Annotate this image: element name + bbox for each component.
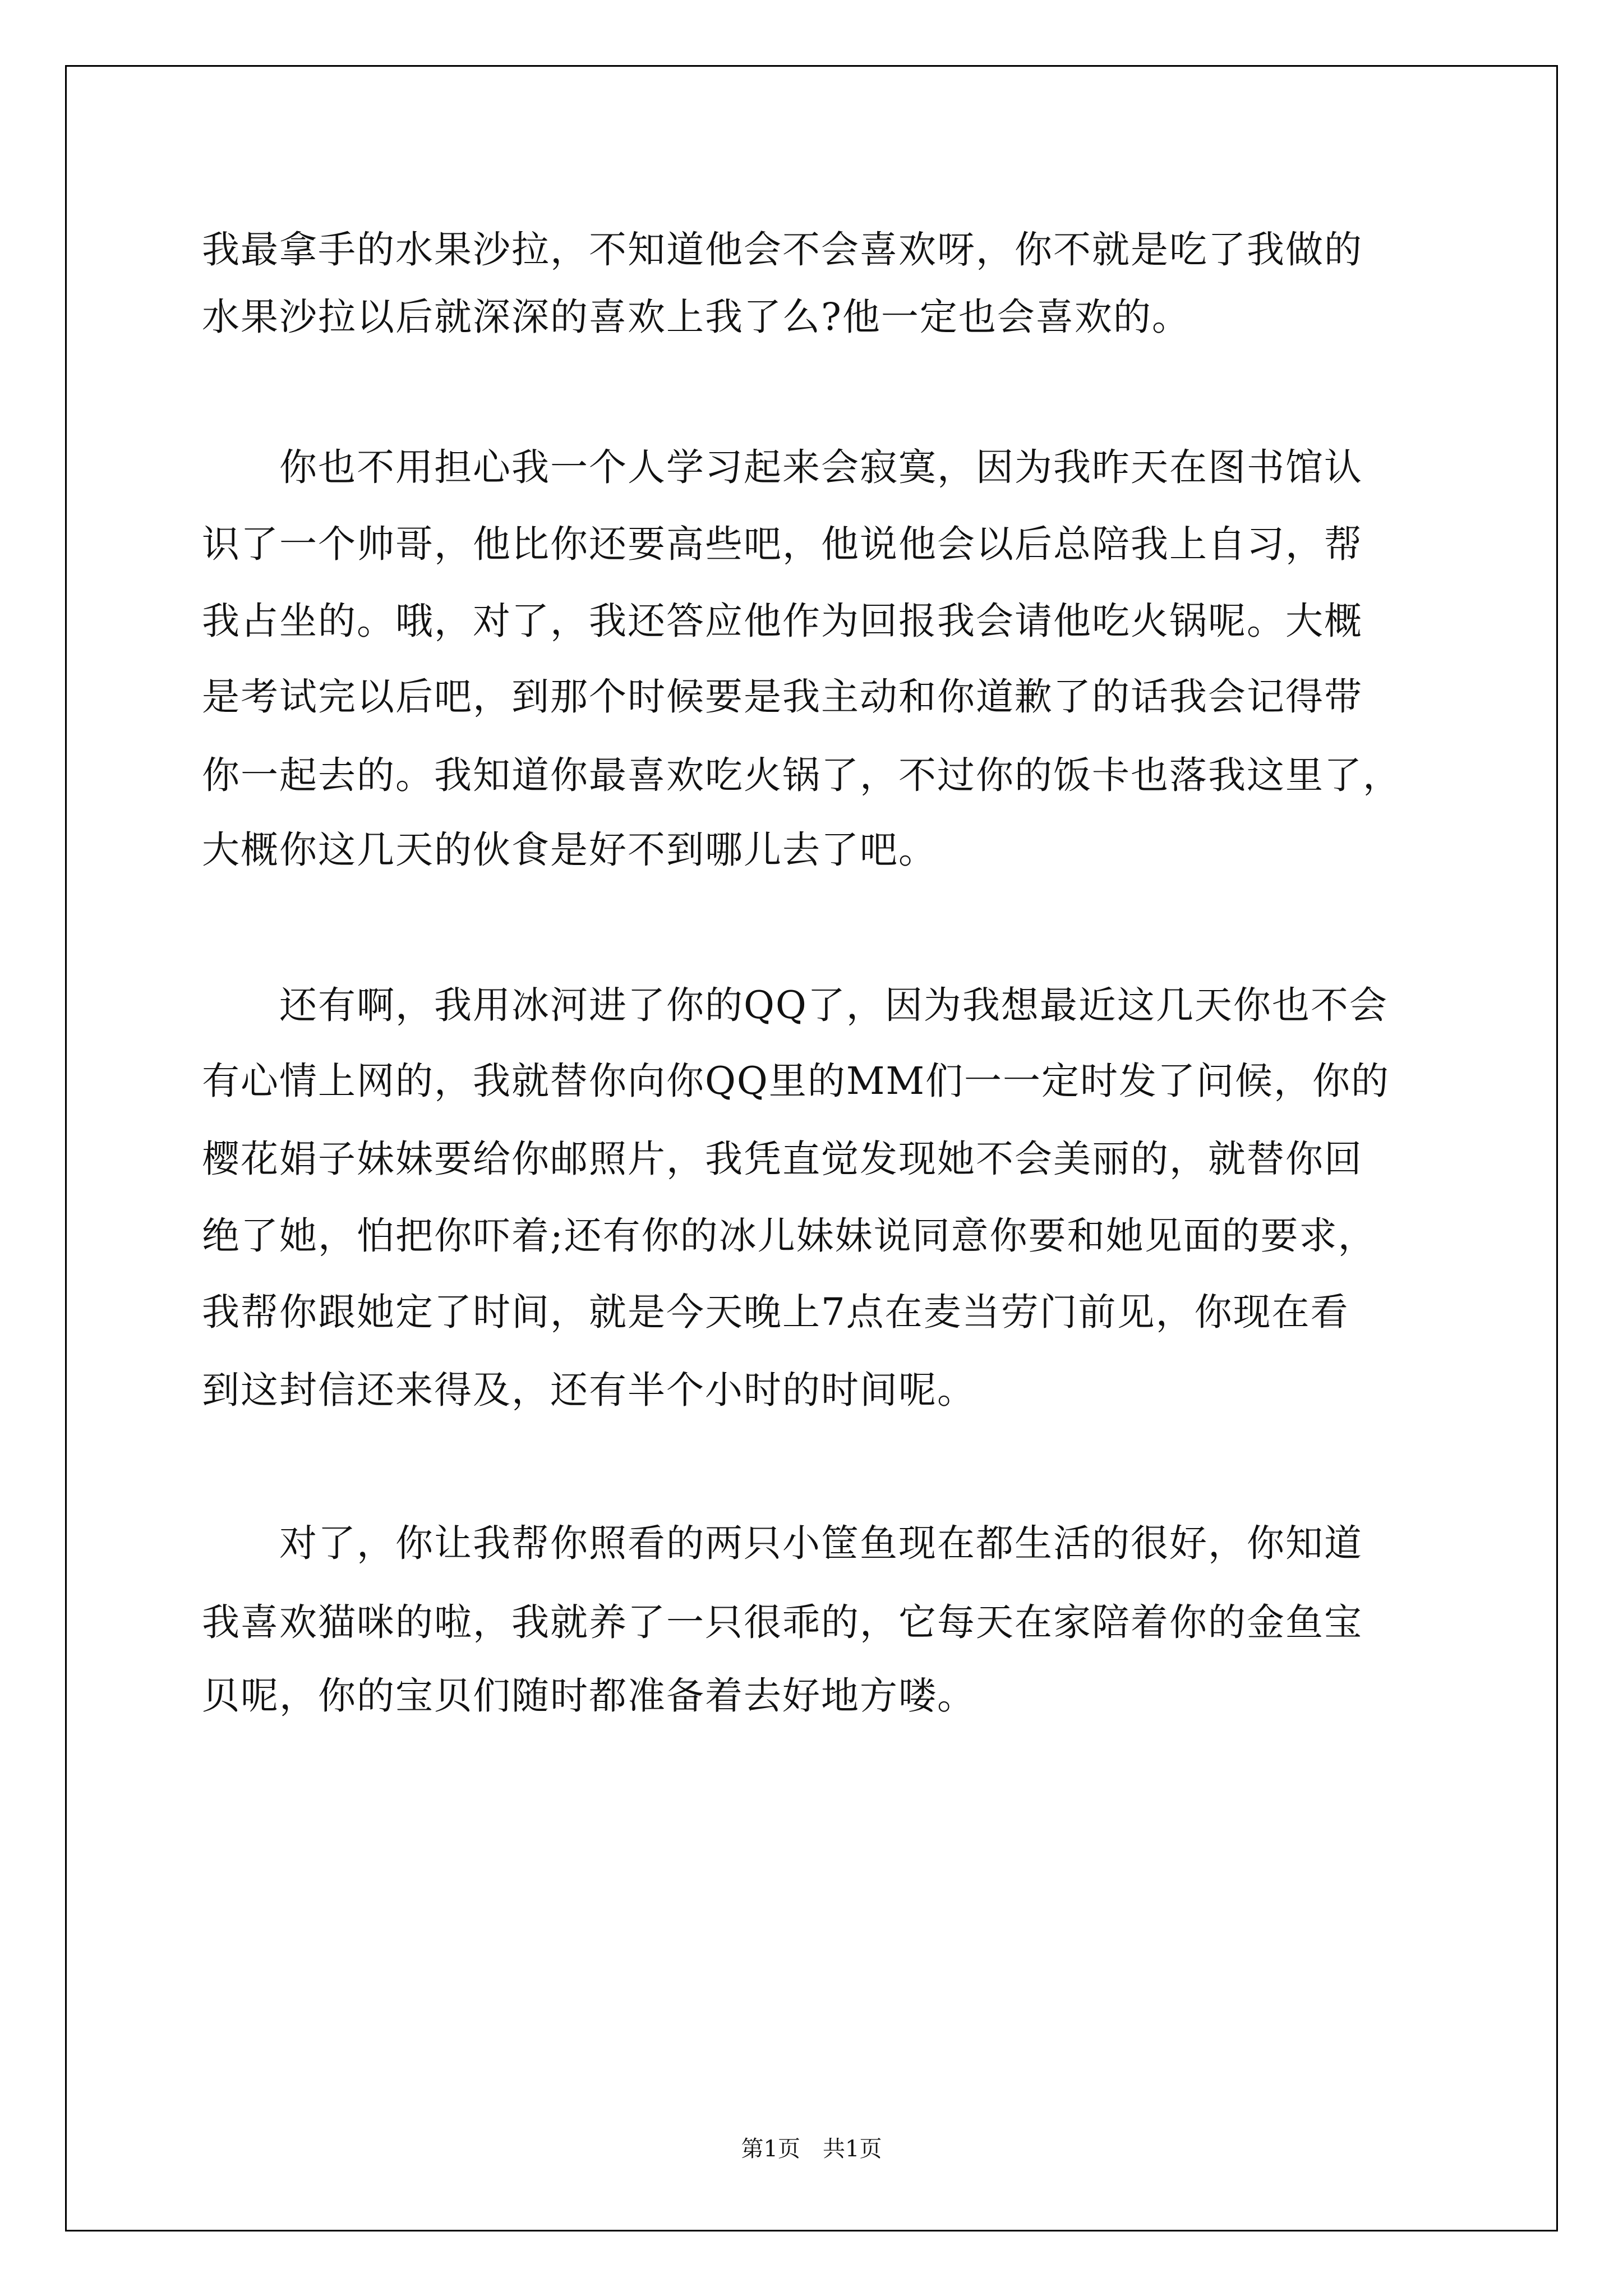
text-line: 我最拿手的水果沙拉，不知道他会不会喜欢呀，你不就是吃了我做的 [202,228,1363,272]
text-line: 你一起去的。我知道你最喜欢吃火锅了，不过你的饭卡也落我这里了， [202,753,1401,797]
text-line: 贝呢，你的宝贝们随时都准备着去好地方喽。 [202,1674,976,1718]
text-line: 我喜欢猫咪的啦，我就养了一只很乖的，它每天在家陪着你的金鱼宝 [202,1600,1363,1644]
text-line: 我帮你跟她定了时间，就是今天晚上7点在麦当劳门前见，你现在看 [202,1290,1349,1334]
text-line: 识了一个帅哥，他比你还要高些吧，他说他会以后总陪我上自习，帮 [202,522,1363,566]
text-line: 大概你这几天的伙食是好不到哪儿去了吧。 [202,828,937,872]
text-line: 是考试完以后吧，到那个时候要是我主动和你道歉了的话我会记得带 [202,675,1363,719]
text-line: 水果沙拉以后就深深的喜欢上我了么?他一定也会喜欢的。 [202,295,1191,339]
text-line: 有心情上网的，我就替你向你QQ里的MM们一一定时发了问候，你的 [202,1059,1390,1103]
text-line: 樱花娟子妹妹要给你邮照片，我凭直觉发现她不会美丽的，就替你回 [202,1137,1363,1181]
text-line: 我占坐的。哦，对了，我还答应他作为回报我会请他吃火锅呢。大概 [202,599,1363,643]
text-line: 绝了她，怕把你吓着;还有你的冰儿妹妹说同意你要和她见面的要求， [202,1214,1377,1258]
paragraph-start-line: 你也不用担心我一个人学习起来会寂寞，因为我昨天在图书馆认 [202,445,1363,489]
text-line: 到这封信还来得及，还有半个小时的时间呢。 [202,1368,976,1412]
page-number: 第1页 共1页 [741,2136,882,2162]
paragraph-start-line: 对了，你让我帮你照看的两只小筐鱼现在都生活的很好，你知道 [202,1521,1363,1565]
paragraph-start-line: 还有啊，我用冰河进了你的QQ了，因为我想最近这几天你也不会 [202,983,1388,1027]
